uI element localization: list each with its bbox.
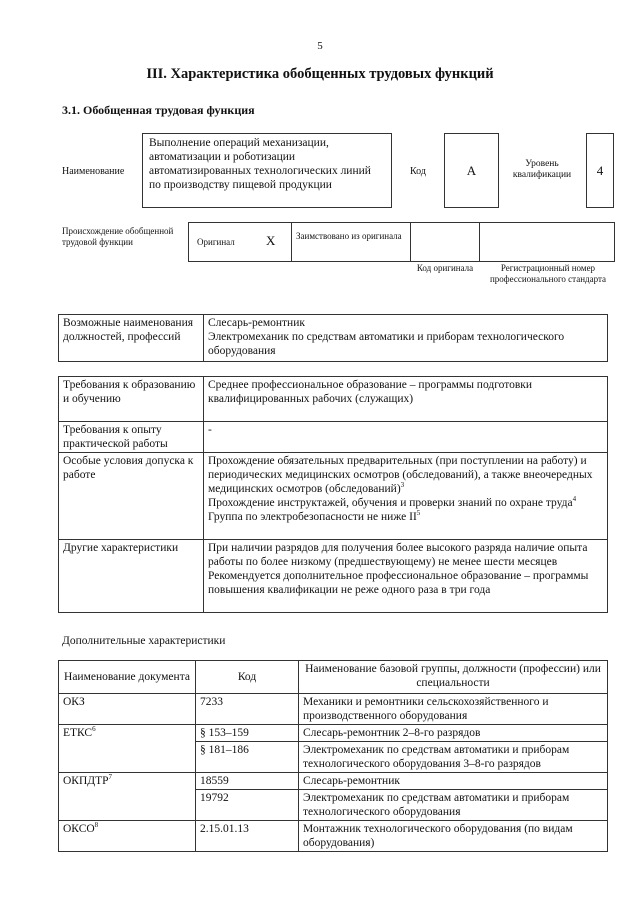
name-label: Наименование (62, 166, 125, 177)
other-label: Другие характеристики (59, 540, 204, 613)
origin-label: Происхождение обобщенной трудовой функции (62, 226, 174, 247)
borrowed-box (291, 222, 411, 262)
code-value: A (466, 162, 477, 178)
doc-cell: ОКСО$^8$ (59, 821, 196, 852)
doc-cell: ОКПДТР$^7$ (59, 773, 196, 821)
name-value: Выполнение операций механизации, автоматизации и роботизации автоматизированных технологических линий по производству пищевой продукции (149, 137, 371, 191)
reg-number-caption: Регистрационный номер профессионального стандарта (489, 263, 607, 284)
table-row (59, 422, 608, 453)
name-value-box (142, 133, 392, 208)
additional-heading: Дополнительные характеристики (62, 635, 226, 647)
code-cell: § 153–159 (196, 725, 299, 742)
table-row (59, 540, 608, 613)
level-value-box (586, 133, 614, 208)
doc-cell: ОКЗ (59, 694, 196, 725)
subsection-title: 3.1. Обобщенная трудовая функция (62, 103, 255, 117)
code-cell: 2.15.01.13 (196, 821, 299, 852)
positions-table (58, 314, 608, 362)
additional-table (58, 660, 608, 852)
borrowed-label: Заимствовано из оригинала (296, 231, 402, 241)
code-cell: § 181–186 (196, 742, 299, 773)
level-label: Уровень квалификации (512, 159, 572, 180)
table-row (59, 694, 608, 725)
code-cell: 7233 (196, 694, 299, 725)
code-cell: 19792 (196, 790, 299, 821)
col-header-name: Наименование базовой группы, должности (профессии) или специальности (299, 661, 608, 694)
table-row (59, 453, 608, 540)
level-value: 4 (596, 162, 604, 178)
other-2: Рекомендуется дополнительное профессиональное образование – программы повышения квалификации не реже одного раза в три года (208, 570, 589, 596)
table-row (59, 773, 608, 790)
position-2: Электромеханик по средствам автоматики и приборам технологического оборудования (208, 331, 565, 357)
education-label: Требования к образованию и обучению (59, 377, 204, 422)
original-label: Оригинал (197, 237, 235, 247)
name-cell: Слесарь-ремонтник 2–8-го разрядов (299, 725, 608, 742)
positions-value (204, 315, 608, 362)
experience-label: Требования к опыту практической работы (59, 422, 204, 453)
col-header-document: Наименование документа (59, 661, 196, 694)
conditions-label: Особые условия допуска к работе (59, 453, 204, 540)
name-cell: Электромеханик по средствам автоматики и приборам технологического оборудования 3–8-го разрядов (299, 742, 608, 773)
code-value-box (444, 133, 499, 208)
original-mark: X (266, 233, 276, 248)
reg-number-box (479, 222, 615, 262)
table-row (59, 821, 608, 852)
code-cell: 18559 (196, 773, 299, 790)
conditions-value (204, 453, 608, 540)
doc-cell: ЕТКС$^6$ (59, 725, 196, 773)
table-row (59, 315, 608, 362)
positions-label: Возможные наименования должностей, профессий (59, 315, 204, 362)
code-original-box (410, 222, 480, 262)
education-value: Среднее профессиональное образование – программы подготовки квалифицированных рабочих (служащих) (204, 377, 608, 422)
code-label: Код (410, 166, 426, 177)
experience-value: - (204, 422, 608, 453)
name-cell: Электромеханик по средствам автоматики и приборам технологического оборудования (299, 790, 608, 821)
table-row (59, 377, 608, 422)
code-original-caption: Код оригинала (416, 263, 474, 273)
condition-1: Прохождение обязательных предварительных (при поступлении на работу) и периодических медицинских осмотров (обследований), а также внеочередных медицинских осмотров (обследований)$^3$ (208, 455, 593, 495)
requirements-table (58, 376, 608, 613)
col-header-code: Код (196, 661, 299, 694)
original-box (188, 222, 292, 262)
position-1: Слесарь-ремонтник (208, 317, 305, 329)
condition-2: Прохождение инструктажей, обучения и проверки знаний по охране труда$^4$ (208, 495, 577, 509)
table-row (59, 661, 608, 694)
table-row (59, 725, 608, 742)
name-cell: Механики и ремонтники сельскохозяйственного и производственного оборудования (299, 694, 608, 725)
name-cell: Монтажник технологического оборудования (по видам оборудования) (299, 821, 608, 852)
condition-3: Группа по электробезопасности не ниже $II^5$ (208, 509, 421, 523)
other-value (204, 540, 608, 613)
other-1: При наличии разрядов для получения более высокого разряда наличие опыта работы по более низкому (предшествующему) не менее шести месяцев (208, 542, 588, 568)
page-number: 5 (317, 40, 323, 52)
name-cell: Слесарь-ремонтник (299, 773, 608, 790)
section-title: III. Характеристика обобщенных трудовых функций (146, 66, 494, 82)
